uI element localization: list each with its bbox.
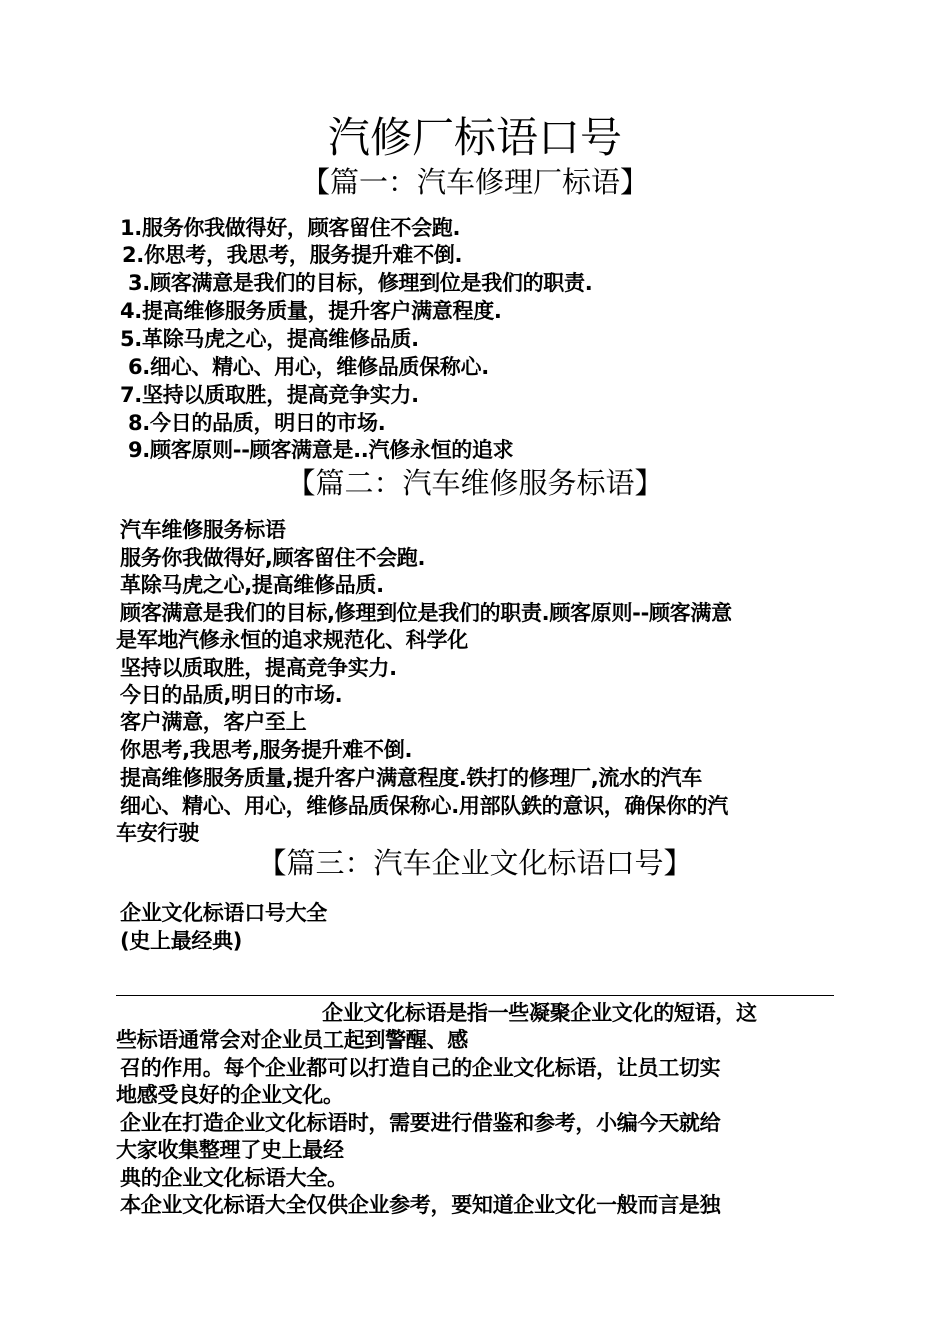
text-line: 企业文化标语是指一些凝聚企业文化的短语，这 <box>322 1001 757 1025</box>
section-1-heading: 【篇一：汽车修理厂标语】 <box>300 165 649 199</box>
text-line: (史上最经典) <box>120 929 243 953</box>
list-item: 7.坚持以质取胜，提高竞争实力. <box>120 383 419 407</box>
document-title: 汽修厂标语口号 <box>327 113 622 162</box>
text-line: 地感受良好的企业文化。 <box>116 1083 344 1107</box>
text-line: 顾客满意是我们的目标,修理到位是我们的职责.顾客原则--顾客满意 <box>120 601 732 625</box>
list-item: 8.今日的品质，明日的市场. <box>128 411 386 435</box>
text-line: 召的作用。每个企业都可以打造自己的企业文化标语，让员工切实 <box>120 1056 721 1080</box>
section-3-heading: 【篇三：汽车企业文化标语口号】 <box>257 846 693 880</box>
list-item: 4.提高维修服务质量，提升客户满意程度. <box>120 299 502 323</box>
text-line: 企业文化标语口号大全 <box>120 901 327 925</box>
list-item: 5.革除马虎之心，提高维修品质. <box>120 327 419 351</box>
text-line: 大家收集整理了史上最经 <box>116 1138 344 1162</box>
list-item: 2.你思考，我思考，服务提升难不倒. <box>122 243 463 267</box>
list-item: 3.顾客满意是我们的目标，修理到位是我们的职责. <box>128 271 593 295</box>
text-line: 典的企业文化标语大全。 <box>120 1166 348 1190</box>
text-line: 本企业文化标语大全仅供企业参考，要知道企业文化一般而言是独 <box>120 1193 721 1217</box>
text-line: 汽车维修服务标语 <box>120 518 286 542</box>
text-line: 企业在打造企业文化标语时，需要进行借鉴和参考，小编今天就给 <box>120 1111 721 1135</box>
text-line: 革除马虎之心,提高维修品质. <box>120 573 384 597</box>
fill-in-rule <box>116 995 834 996</box>
text-line: 坚持以质取胜，提高竞争实力. <box>120 656 397 680</box>
list-item: 9.顾客原则--顾客满意是..汽修永恒的追求 <box>128 438 514 462</box>
list-item: 6.细心、精心、用心，维修品质保称心. <box>128 355 489 379</box>
text-line: 客户满意，客户至上 <box>120 710 307 734</box>
text-line: 你思考,我思考,服务提升难不倒. <box>120 738 413 762</box>
text-line: 车安行驶 <box>116 821 199 845</box>
text-line: 今日的品质,明日的市场. <box>120 683 343 707</box>
text-line: 服务你我做得好,顾客留住不会跑. <box>120 546 426 570</box>
text-line: 是军地汽修永恒的追求规范化、科学化 <box>116 628 468 652</box>
section-2-heading: 【篇二：汽车维修服务标语】 <box>286 466 664 500</box>
text-line: 提高维修服务质量,提升客户满意程度.铁打的修理厂,流水的汽车 <box>120 766 702 790</box>
list-item: 1.服务你我做得好，顾客留住不会跑. <box>120 216 461 240</box>
text-line: 细心、精心、用心，维修品质保称心.用部队鉄的意识，确保你的汽 <box>120 794 728 818</box>
text-line: 些标语通常会对企业员工起到警醒、感 <box>116 1028 468 1052</box>
